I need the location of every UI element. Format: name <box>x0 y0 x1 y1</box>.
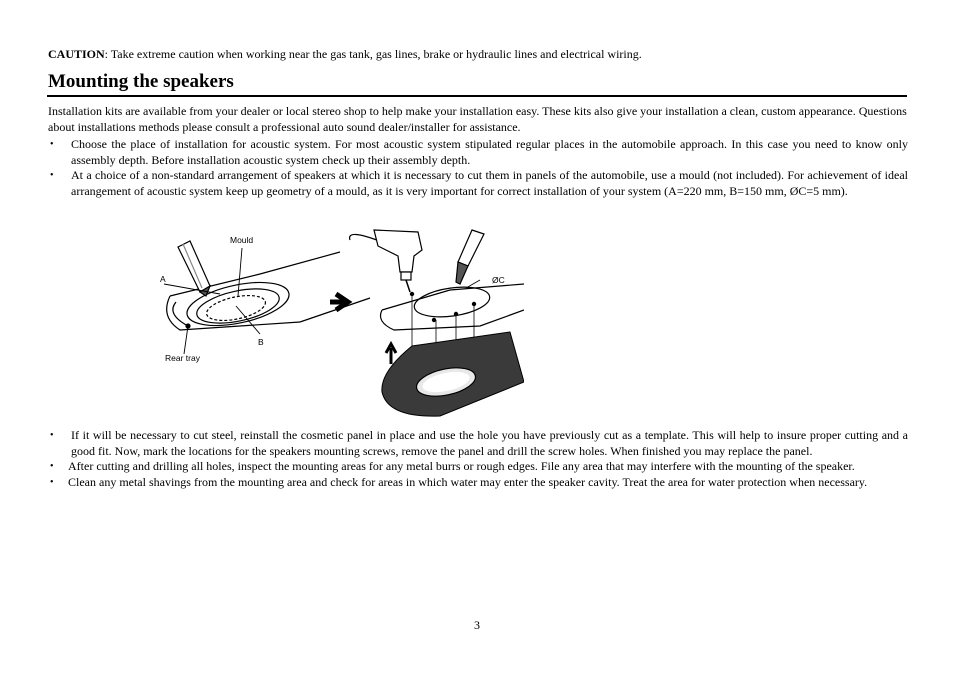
list-item <box>48 137 908 168</box>
list-item-text: At a choice of a non-standard arrangement of speakers at which it is necessary to cut them in panels of the automobile, use a mould (not included). For achievement of ideal arrangement of acoustic system keep up geometry of a mould, as it is very important for correct installation of your system (A=220 mm, B=150 mm, ØC=5 mm). <box>71 168 908 198</box>
bullet-list-top <box>48 137 908 199</box>
arrow-up-icon <box>386 344 396 364</box>
label-c-leader <box>466 280 480 288</box>
bullet-icon: • <box>50 170 54 181</box>
knife-icon <box>456 230 484 284</box>
list-item <box>48 475 908 491</box>
bullet-list-bottom <box>48 428 908 490</box>
caution-label: CAUTION <box>48 47 105 61</box>
list-item <box>48 168 908 199</box>
label-c: ØC <box>492 275 505 285</box>
caution-text: : Take extreme caution when working near the gas tank, gas lines, brake or hydraulic lines and electrical wiring. <box>104 47 642 61</box>
drill-icon <box>350 230 422 292</box>
caution-note <box>48 47 908 62</box>
list-item-text: Choose the place of installation for acoustic system. For most acoustic system stipulated regular places in the automobile approach. In this case you need to know only assembly depth. Before installation acoustic system check up their assembly depth. <box>71 137 908 167</box>
label-b: B <box>258 337 264 347</box>
page-number: 3 <box>474 618 480 632</box>
list-item-text: Clean any metal shavings from the mounting area and check for areas in which water may enter the speaker cavity. Treat the area for water protection when necessary. <box>68 474 868 489</box>
intro-paragraph: Installation kits are available from your dealer or local stereo shop to help make your installation easy. These kits also give your installation a clean, custom appearance. Questions about installations methods please consult a professional auto sound dealer/installer for assistance. <box>48 104 907 134</box>
list-item-text: After cutting and drilling all holes, inspect the mounting areas for any metal burrs or rough edges. File any area that may interfere with the mounting of the speaker. <box>68 459 855 473</box>
dimension-lines <box>164 248 260 354</box>
bullet-icon: • <box>50 476 54 488</box>
bullet-icon: • <box>50 139 54 150</box>
arrow-right-icon <box>330 294 348 310</box>
mounting-illustration <box>150 222 524 422</box>
label-mould: Mould <box>230 235 254 245</box>
label-rear-tray: Rear tray <box>165 353 200 363</box>
label-a: A <box>160 274 166 284</box>
list-item <box>48 459 908 475</box>
section-heading: Mounting the speakers <box>48 71 234 92</box>
list-item <box>48 428 908 459</box>
bullet-icon: • <box>50 461 54 472</box>
list-item-text: If it will be necessary to cut steel, reinstall the cosmetic panel in place and use the hole you have previously cut as a template. This will help to insure proper cutting and a good fit. Now, mark the locations for the speakers mounting screws, remove the panel and drill the screw holes. When finished you may replace the panel. <box>71 428 908 458</box>
steel-panel-drawing <box>382 332 524 416</box>
bullet-icon: • <box>50 430 54 441</box>
heading-rule <box>47 95 907 97</box>
